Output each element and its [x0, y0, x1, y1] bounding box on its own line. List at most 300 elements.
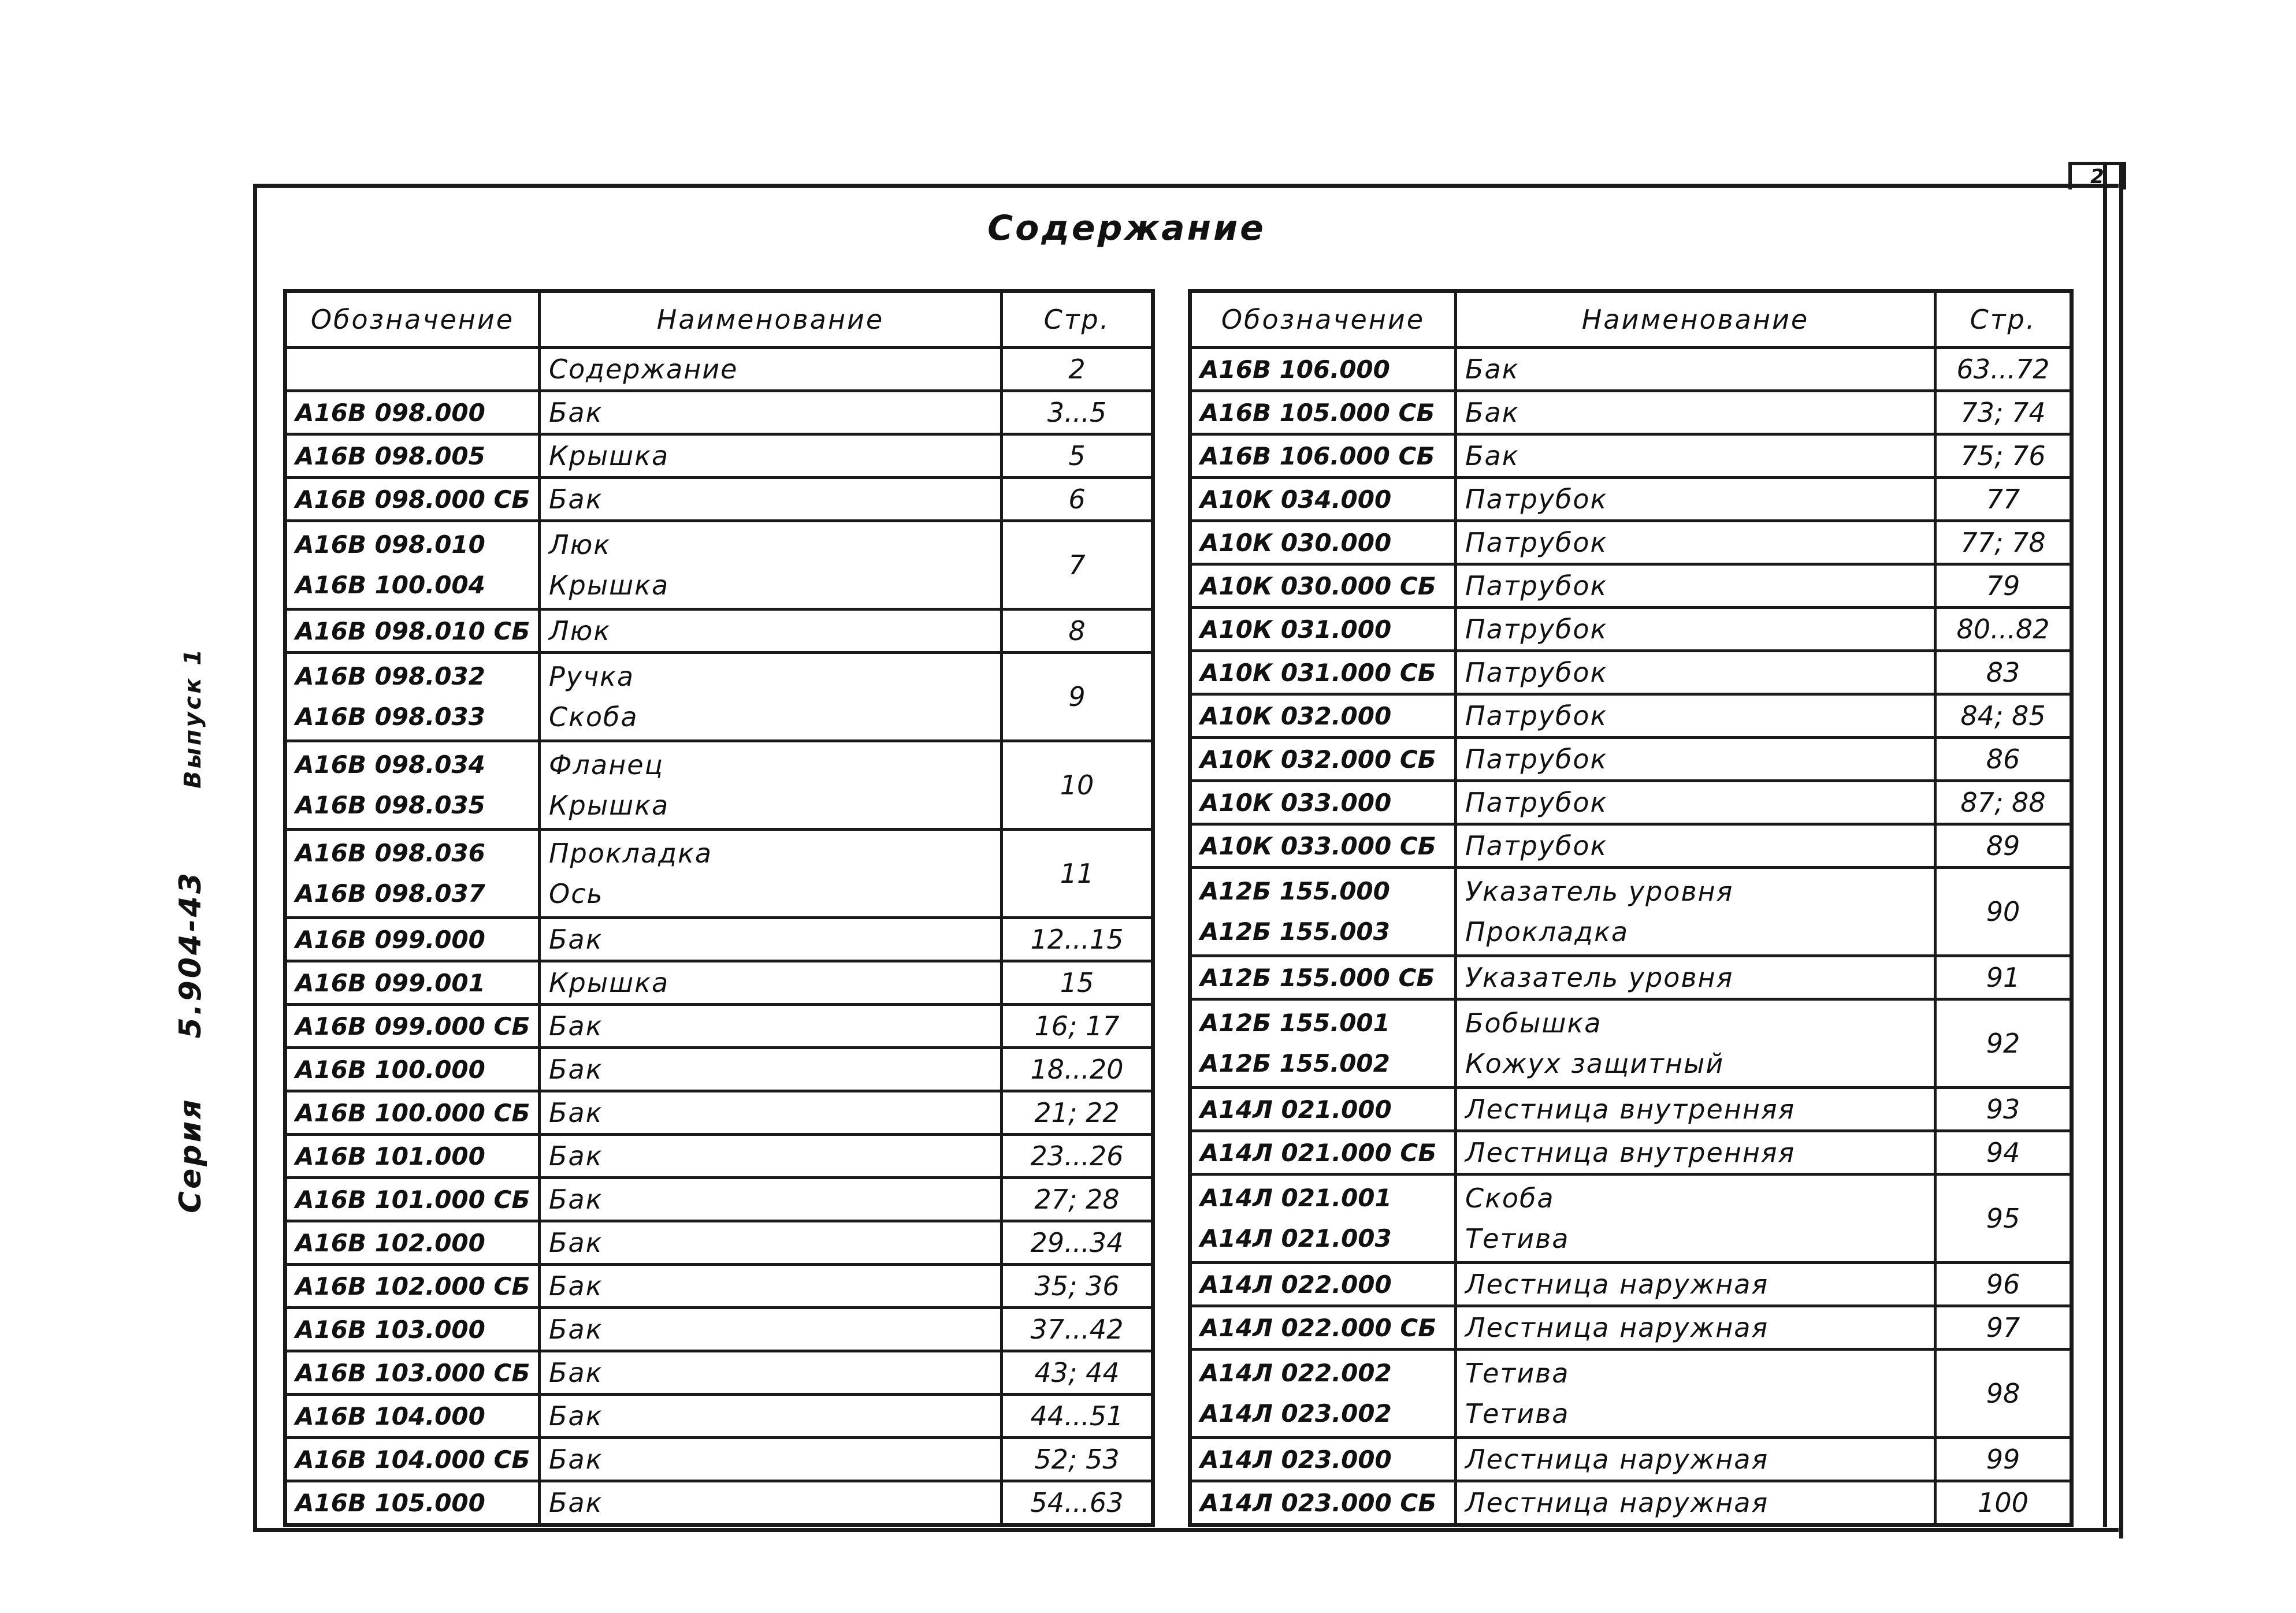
header-designation: Обозначение — [285, 291, 540, 348]
name-cell — [1456, 1438, 1935, 1481]
designation-cell-line: А16В 104.000 СБ — [295, 1445, 530, 1474]
designation-cell — [1190, 824, 1456, 868]
table-row — [1190, 478, 2072, 521]
table-row — [285, 1265, 1153, 1308]
name-cell-line: Патрубок — [1465, 787, 1608, 818]
table-row — [1190, 521, 2072, 564]
page-cell: 63...72 — [1935, 348, 2072, 391]
designation-cell — [285, 653, 540, 741]
designation-cell-line: А16В 102.000 — [295, 1228, 485, 1257]
name-cell — [540, 653, 1002, 741]
frame-right-line-outer — [2119, 163, 2123, 1538]
designation-cell-line: А16В 100.000 — [295, 1055, 485, 1084]
page-cell: 12...15 — [1002, 918, 1153, 961]
designation-cell — [285, 1438, 540, 1481]
designation-cell-line: А14Л 022.000 — [1200, 1270, 1392, 1299]
name-cell-line: Бак — [549, 484, 603, 515]
page-cell: 95 — [1935, 1175, 2072, 1263]
page-cell: 16; 17 — [1002, 1005, 1153, 1048]
table-row — [1190, 608, 2072, 651]
table-row — [285, 1351, 1153, 1395]
page-cell: 79 — [1935, 564, 2072, 608]
page-cell: 54...63 — [1002, 1481, 1153, 1525]
page-cell: 52; 53 — [1002, 1438, 1153, 1481]
table-row — [285, 1091, 1153, 1135]
designation-cell-line: А16В 100.000 СБ — [295, 1098, 530, 1127]
table-row — [1190, 1438, 2072, 1481]
name-cell — [1456, 564, 1935, 608]
name-cell — [540, 434, 1002, 478]
name-cell-line: Бак — [549, 397, 603, 428]
designation-cell — [285, 1265, 540, 1308]
designation-cell — [1190, 521, 1456, 564]
name-cell — [1456, 781, 1935, 824]
table-row — [1190, 1263, 2072, 1306]
name-cell-line: Патрубок — [1465, 484, 1608, 515]
name-cell — [1456, 1263, 1935, 1306]
table-row — [1190, 956, 2072, 999]
designation-cell-line: А16В 098.035 — [295, 791, 485, 819]
designation-cell — [285, 521, 540, 609]
page-cell: 92 — [1935, 999, 2072, 1088]
name-cell-line: Лестница наружная — [1465, 1269, 1769, 1300]
name-cell — [540, 1048, 1002, 1091]
name-cell-line: Бак — [549, 1184, 603, 1215]
designation-cell-line: А16В 098.010 — [295, 530, 485, 559]
header-name: Наименование — [1456, 291, 1935, 348]
name-cell — [1456, 1088, 1935, 1131]
frame-right-line — [2103, 163, 2107, 1527]
designation-cell — [1190, 999, 1456, 1088]
name-cell-line: Бак — [549, 1400, 603, 1432]
designation-cell-line: А12Б 155.001 — [1200, 1009, 1390, 1037]
designation-cell — [1190, 1175, 1456, 1263]
page-cell: 7 — [1002, 521, 1153, 609]
name-cell — [1456, 608, 1935, 651]
designation-cell-line: А16В 098.036 — [295, 839, 485, 867]
designation-cell-line: А16В 099.000 СБ — [295, 1012, 530, 1040]
designation-cell — [285, 478, 540, 521]
designation-cell-line: А16В 098.032 — [295, 662, 485, 690]
name-cell — [1456, 348, 1935, 391]
designation-cell-line: А16В 105.000 — [295, 1488, 485, 1517]
series-label: Серия — [173, 1097, 208, 1213]
designation-cell-line: А14Л 022.000 СБ — [1200, 1313, 1437, 1342]
name-cell-line: Люк — [549, 615, 611, 646]
name-cell — [1456, 434, 1935, 478]
page-cell: 3...5 — [1002, 391, 1153, 434]
name-cell — [540, 1438, 1002, 1481]
name-cell-line: Содержание — [549, 354, 738, 385]
designation-cell — [1190, 391, 1456, 434]
page-cell: 89 — [1935, 824, 2072, 868]
table-row — [285, 1178, 1153, 1221]
designation-cell-line: А16В 098.000 СБ — [295, 485, 530, 514]
page-cell: 99 — [1935, 1438, 2072, 1481]
name-cell-line: Патрубок — [1465, 614, 1608, 645]
designation-cell-line: А14Л 021.003 — [1200, 1224, 1392, 1253]
designation-cell-line: А16В 099.000 — [295, 925, 485, 954]
table-row — [285, 521, 1153, 609]
designation-cell-line: А16В 098.005 — [295, 441, 485, 470]
designation-cell — [1190, 1306, 1456, 1350]
table-row — [285, 1308, 1153, 1351]
page-cell: 27; 28 — [1002, 1178, 1153, 1221]
designation-cell — [1190, 956, 1456, 999]
page-cell: 2 — [1002, 348, 1153, 391]
designation-cell-line: А10К 033.000 СБ — [1200, 831, 1436, 860]
page-title: Содержание — [987, 208, 1266, 248]
name-cell — [1456, 1306, 1935, 1350]
name-cell-line: Скоба — [549, 701, 638, 733]
designation-cell-line: А12Б 155.003 — [1200, 917, 1390, 946]
table-row — [1190, 1306, 2072, 1350]
designation-cell — [1190, 781, 1456, 824]
table-row — [285, 1048, 1153, 1091]
designation-cell-line: А16В 100.004 — [295, 571, 485, 599]
designation-cell — [285, 1481, 540, 1525]
page-cell: 8 — [1002, 609, 1153, 653]
designation-cell-line: А16В 098.010 СБ — [295, 616, 530, 645]
designation-cell — [1190, 608, 1456, 651]
page-cell: 77 — [1935, 478, 2072, 521]
name-cell-line: Ось — [549, 878, 604, 909]
issue-label: Выпуск 1 — [180, 646, 206, 789]
page-cell: 11 — [1002, 830, 1153, 918]
name-cell — [1456, 391, 1935, 434]
designation-cell-line: А16В 106.000 — [1200, 355, 1390, 384]
name-cell-line: Прокладка — [1465, 916, 1629, 947]
designation-cell — [285, 1091, 540, 1135]
name-cell-line: Лестница наружная — [1465, 1444, 1769, 1475]
table-row — [285, 830, 1153, 918]
page-cell: 44...51 — [1002, 1395, 1153, 1438]
page-cell: 73; 74 — [1935, 391, 2072, 434]
sheet-number: 2 — [2068, 162, 2126, 189]
designation-cell-line: А10К 032.000 СБ — [1200, 745, 1436, 774]
designation-cell — [1190, 348, 1456, 391]
designation-cell — [285, 1221, 540, 1265]
designation-cell — [285, 609, 540, 653]
page-cell: 80...82 — [1935, 608, 2072, 651]
designation-cell-line: А16В 104.000 — [295, 1402, 485, 1430]
designation-cell-line: А16В 099.001 — [295, 968, 485, 997]
designation-cell — [285, 961, 540, 1005]
designation-cell — [285, 391, 540, 434]
name-cell — [1456, 521, 1935, 564]
page-cell: 75; 76 — [1935, 434, 2072, 478]
name-cell — [540, 961, 1002, 1005]
page-cell: 29...34 — [1002, 1221, 1153, 1265]
name-cell — [1456, 1131, 1935, 1175]
name-cell — [1456, 824, 1935, 868]
page-cell: 6 — [1002, 478, 1153, 521]
designation-cell — [1190, 738, 1456, 781]
table-row — [1190, 651, 2072, 694]
designation-cell-line: А16В 103.000 СБ — [295, 1358, 530, 1387]
name-cell-line: Ручка — [549, 661, 635, 692]
name-cell — [540, 1481, 1002, 1525]
header-page: Стр. — [1002, 291, 1153, 348]
designation-cell-line: А10К 030.000 СБ — [1200, 571, 1436, 600]
name-cell-line: Скоба — [1465, 1183, 1555, 1214]
name-cell-line: Указатель уровня — [1465, 876, 1734, 907]
name-cell-line: Бак — [1465, 397, 1519, 428]
table-header — [285, 291, 1153, 348]
page-cell: 94 — [1935, 1131, 2072, 1175]
designation-cell — [285, 1005, 540, 1048]
designation-cell-line: А16В 098.034 — [295, 750, 485, 779]
designation-cell-line: А16В 105.000 СБ — [1200, 398, 1435, 427]
name-cell-line: Люк — [549, 529, 611, 560]
table-row — [285, 1395, 1153, 1438]
series-side-label — [173, 601, 208, 1213]
name-cell-line: Бобышка — [1465, 1008, 1602, 1039]
designation-cell-line: А12Б 155.002 — [1200, 1049, 1390, 1077]
name-cell — [540, 1265, 1002, 1308]
name-cell — [1456, 1481, 1935, 1525]
name-cell — [540, 1308, 1002, 1351]
name-cell-line: Тетива — [1465, 1358, 1570, 1389]
name-cell-line: Бак — [549, 1140, 603, 1172]
designation-cell — [285, 434, 540, 478]
name-cell-line: Бак — [549, 1357, 603, 1388]
name-cell-line: Лестница наружная — [1465, 1312, 1769, 1343]
designation-cell — [285, 1308, 540, 1351]
page-cell: 10 — [1002, 741, 1153, 830]
table-row — [285, 609, 1153, 653]
name-cell-line: Бак — [549, 1314, 603, 1345]
name-cell-line: Бак — [549, 1444, 603, 1475]
designation-cell-line: А14Л 023.000 СБ — [1200, 1488, 1437, 1517]
table-row — [285, 653, 1153, 741]
page-cell: 90 — [1935, 868, 2072, 956]
name-cell-line: Бак — [1465, 354, 1519, 385]
name-cell-line: Указатель уровня — [1465, 962, 1734, 993]
designation-cell-line: А16В 102.000 СБ — [295, 1272, 530, 1300]
designation-cell-line: А16В 106.000 СБ — [1200, 441, 1435, 470]
name-cell — [1456, 478, 1935, 521]
header-designation: Обозначение — [1190, 291, 1456, 348]
designation-cell — [285, 741, 540, 830]
name-cell — [540, 918, 1002, 961]
name-cell — [540, 1178, 1002, 1221]
table-row — [1190, 868, 2072, 956]
designation-cell — [1190, 478, 1456, 521]
name-cell-line: Бак — [549, 1270, 603, 1302]
table-row — [1190, 1088, 2072, 1131]
name-cell — [1456, 999, 1935, 1088]
name-cell — [540, 609, 1002, 653]
name-cell-line: Патрубок — [1465, 744, 1608, 775]
name-cell-line: Кожух защитный — [1465, 1048, 1725, 1079]
name-cell-line: Патрубок — [1465, 700, 1608, 731]
table-row — [1190, 1175, 2072, 1263]
designation-cell — [285, 918, 540, 961]
table-row — [1190, 1131, 2072, 1175]
designation-cell-line: А14Л 023.002 — [1200, 1399, 1392, 1428]
name-cell — [1456, 956, 1935, 999]
header-name: Наименование — [540, 291, 1002, 348]
designation-cell-line: А14Л 022.002 — [1200, 1359, 1392, 1387]
page-cell: 5 — [1002, 434, 1153, 478]
header-page: Стр. — [1935, 291, 2072, 348]
table-row — [285, 391, 1153, 434]
designation-cell-line: А10К 031.000 — [1200, 615, 1392, 644]
name-cell — [540, 478, 1002, 521]
name-cell — [1456, 1175, 1935, 1263]
name-cell — [1456, 694, 1935, 738]
designation-cell-line: А14Л 021.000 СБ — [1200, 1138, 1437, 1167]
name-cell-line: Крышка — [549, 790, 670, 821]
table-row — [285, 741, 1153, 830]
name-cell-line: Крышка — [549, 440, 670, 471]
page-cell: 18...20 — [1002, 1048, 1153, 1091]
designation-cell-line: А14Л 021.000 — [1200, 1095, 1392, 1124]
designation-cell — [1190, 694, 1456, 738]
designation-cell-line: А16В 101.000 СБ — [295, 1185, 530, 1214]
table-row — [1190, 999, 2072, 1088]
name-cell-line: Бак — [549, 1054, 603, 1085]
name-cell — [540, 348, 1002, 391]
table-header — [1190, 291, 2072, 348]
table-row — [285, 1438, 1153, 1481]
designation-cell — [285, 1178, 540, 1221]
designation-cell-line: А10К 031.000 СБ — [1200, 658, 1436, 687]
name-cell-line: Патрубок — [1465, 830, 1608, 861]
name-cell-line: Бак — [549, 1487, 603, 1518]
designation-cell — [1190, 868, 1456, 956]
table-row — [1190, 434, 2072, 478]
designation-cell-line: А10К 033.000 — [1200, 788, 1392, 817]
page-cell: 23...26 — [1002, 1135, 1153, 1178]
name-cell-line: Лестница внутренняя — [1465, 1094, 1796, 1125]
designation-cell — [1190, 564, 1456, 608]
page-cell: 84; 85 — [1935, 694, 2072, 738]
table-row — [1190, 824, 2072, 868]
table-row — [1190, 1481, 2072, 1525]
page-cell: 86 — [1935, 738, 2072, 781]
name-cell-line: Бак — [549, 924, 603, 955]
name-cell — [1456, 651, 1935, 694]
name-cell — [540, 1005, 1002, 1048]
name-cell-line: Крышка — [549, 967, 670, 998]
table-row — [1190, 564, 2072, 608]
designation-cell-line: А10К 032.000 — [1200, 701, 1392, 730]
name-cell-line: Патрубок — [1465, 570, 1608, 601]
series-number: 5.904-43 — [173, 870, 208, 1039]
table-row — [285, 478, 1153, 521]
table-row — [285, 434, 1153, 478]
designation-cell — [1190, 1088, 1456, 1131]
designation-cell — [1190, 434, 1456, 478]
name-cell — [540, 1135, 1002, 1178]
name-cell — [540, 521, 1002, 609]
name-cell-line: Тетива — [1465, 1223, 1570, 1254]
page-cell: 87; 88 — [1935, 781, 2072, 824]
page-cell: 96 — [1935, 1263, 2072, 1306]
designation-cell-line: А16В 103.000 — [295, 1315, 485, 1344]
name-cell — [540, 1221, 1002, 1265]
table-row — [285, 918, 1153, 961]
name-cell-line: Патрубок — [1465, 657, 1608, 688]
name-cell — [540, 741, 1002, 830]
name-cell-line: Бак — [1465, 440, 1519, 471]
designation-cell — [285, 830, 540, 918]
page-cell: 43; 44 — [1002, 1351, 1153, 1395]
name-cell-line: Тетива — [1465, 1398, 1570, 1429]
name-cell-line: Лестница внутренняя — [1465, 1137, 1796, 1168]
table-row — [285, 1135, 1153, 1178]
table-row — [285, 348, 1153, 391]
designation-cell — [285, 1351, 540, 1395]
page-cell: 91 — [1935, 956, 2072, 999]
table-row — [1190, 1350, 2072, 1438]
name-cell-line: Бак — [549, 1227, 603, 1258]
designation-cell-line: А16В 101.000 — [295, 1142, 485, 1170]
name-cell — [1456, 868, 1935, 956]
designation-cell-line: А16В 098.000 — [295, 398, 485, 427]
designation-cell-line: А10К 030.000 — [1200, 528, 1392, 557]
table-row — [1190, 738, 2072, 781]
table-row — [285, 1005, 1153, 1048]
name-cell-line: Бак — [549, 1097, 603, 1128]
table-row — [285, 1221, 1153, 1265]
name-cell-line: Лестница наружная — [1465, 1487, 1769, 1518]
name-cell-line: Фланец — [549, 749, 664, 781]
page-cell: 15 — [1002, 961, 1153, 1005]
name-cell — [1456, 1350, 1935, 1438]
designation-cell — [285, 1048, 540, 1091]
table-row — [285, 961, 1153, 1005]
table-row — [1190, 348, 2072, 391]
name-cell — [540, 391, 1002, 434]
contents-table-right — [1188, 289, 2074, 1527]
designation-cell — [1190, 1263, 1456, 1306]
page-cell: 97 — [1935, 1306, 2072, 1350]
page-cell: 21; 22 — [1002, 1091, 1153, 1135]
designation-cell-line: А14Л 023.000 — [1200, 1445, 1392, 1474]
page-cell: 83 — [1935, 651, 2072, 694]
name-cell-line: Крышка — [549, 570, 670, 601]
designation-cell-line: А14Л 021.001 — [1200, 1184, 1392, 1212]
designation-cell — [1190, 1481, 1456, 1525]
designation-cell-line: А16В 098.037 — [295, 879, 485, 908]
designation-cell — [285, 348, 540, 391]
designation-cell-line: А16В 098.033 — [295, 703, 485, 731]
page-cell: 37...42 — [1002, 1308, 1153, 1351]
page-cell: 93 — [1935, 1088, 2072, 1131]
name-cell — [1456, 738, 1935, 781]
designation-cell — [1190, 1131, 1456, 1175]
table-row — [1190, 391, 2072, 434]
page-cell: 35; 36 — [1002, 1265, 1153, 1308]
name-cell — [540, 1091, 1002, 1135]
page-cell: 98 — [1935, 1350, 2072, 1438]
name-cell-line: Прокладка — [549, 838, 713, 869]
name-cell — [540, 830, 1002, 918]
name-cell — [540, 1351, 1002, 1395]
page-cell: 9 — [1002, 653, 1153, 741]
designation-cell — [285, 1135, 540, 1178]
designation-cell-line: А12Б 155.000 — [1200, 877, 1390, 905]
designation-cell — [1190, 1350, 1456, 1438]
designation-cell — [285, 1395, 540, 1438]
table-row — [1190, 694, 2072, 738]
page-cell: 100 — [1935, 1481, 2072, 1525]
name-cell — [540, 1395, 1002, 1438]
designation-cell — [1190, 651, 1456, 694]
